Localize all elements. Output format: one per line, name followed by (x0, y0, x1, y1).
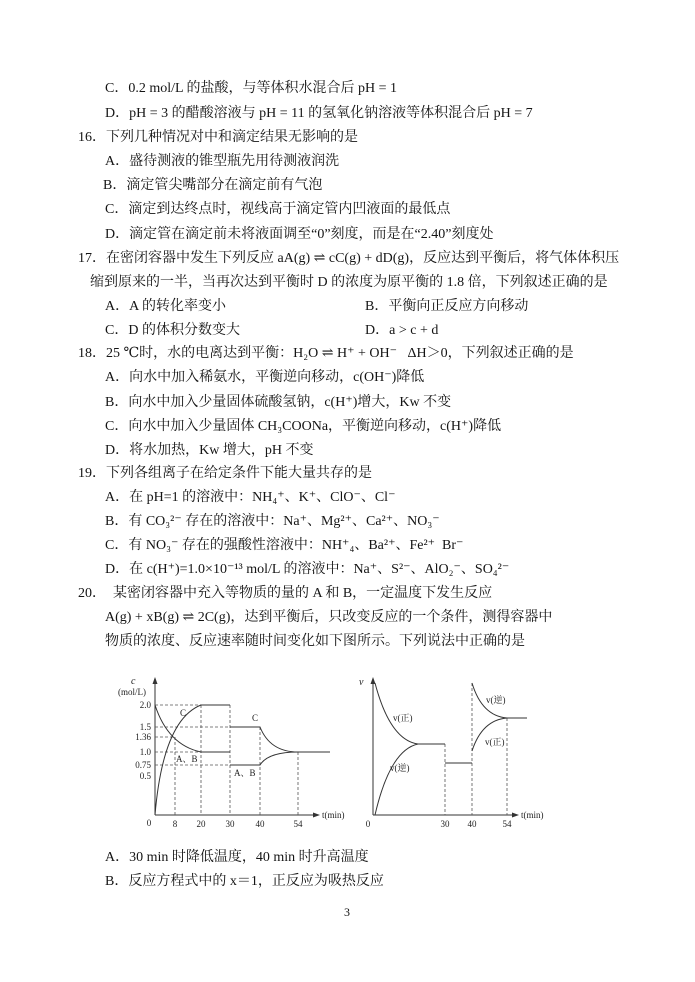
option-label: C． (105, 81, 129, 96)
option-text: 在 pH=1 的溶液中：NH₄⁺、K⁺、ClO⁻、Cl⁻ (129, 490, 396, 505)
stem-text: 某密闭容器中充入等物质的量的 A 和 B，一定温度下发生反应 (106, 586, 493, 601)
option-label: C． (105, 538, 129, 553)
concentration-time-graph (118, 676, 345, 829)
rate-time-graph (359, 677, 544, 829)
y-axis-arrow (371, 677, 376, 684)
q19-option-a (105, 489, 395, 507)
option-label: B． (105, 514, 129, 529)
q20-stem (78, 585, 492, 603)
option-label: D． (365, 323, 390, 338)
question-number: 19． (78, 466, 106, 481)
q16-option-d (105, 226, 493, 244)
option-label: A． (105, 850, 130, 865)
option-label: A． (105, 299, 130, 314)
curve-label: C (180, 708, 187, 718)
curve-reverse-rate (375, 744, 418, 815)
option-text: 有 NO₃⁻ 存在的强酸性溶液中：NH⁺₄、Ba²⁺、Fe²⁺ Br⁻ (128, 538, 464, 553)
x-tick-label: 8 (172, 819, 178, 829)
option-label: D． (105, 106, 130, 121)
option-label: C． (105, 202, 129, 217)
q17-option-b (365, 298, 528, 316)
x-axis-label: t(min) (322, 810, 345, 820)
option-label: D． (105, 443, 130, 458)
option-text: 盛待测液的锥型瓶先用待测液润洗 (129, 154, 340, 169)
option-label: B． (105, 874, 129, 889)
origin-label: 0 (146, 818, 152, 828)
q17-stem (78, 250, 619, 268)
origin-label: 0 (365, 819, 371, 829)
option-text: 向水中加入少量固体 CH₃COONa，平衡逆向移动，c(H⁺)降低 (128, 419, 502, 434)
option-text: A 的转化率变小 (129, 299, 226, 314)
x-axis-arrow (313, 813, 320, 818)
stem-text: A(g) + xB(g) ⇌ 2C(g)，达到平衡后，只改变反应的一个条件，测得容器中 (105, 610, 553, 625)
option-text: 滴定管在滴定前未将液面调至“0”刻度，而是在“2.40”刻度处 (129, 227, 494, 242)
x-tick-label: 30 (440, 819, 450, 829)
q17-option-c (105, 322, 240, 340)
stem-text: 在密闭容器中发生下列反应 aA(g) ⇌ cC(g) + dD(g)，反应达到平衡后，将气体体积压 (106, 251, 620, 266)
option-label: A． (105, 490, 130, 505)
question-number: 16． (78, 130, 106, 145)
x-tick-label: 54 (293, 819, 303, 829)
q17-option-d (365, 322, 438, 340)
option-label: B． (105, 395, 129, 410)
page-number: 3 (344, 905, 350, 919)
option-label: A． (105, 154, 130, 169)
option-label: B． (103, 178, 127, 193)
x-axis-label: t(min) (521, 810, 544, 820)
x-axis-arrow (512, 813, 519, 818)
option-label: C． (105, 323, 129, 338)
x-tick-label: 40 (467, 819, 477, 829)
curve-label: v(逆) (486, 695, 506, 705)
option-text: 在 c(H⁺)=1.0×10⁻¹³ mol/L 的溶液中：Na⁺、S²⁻、AlO₂⁻、SO₄²⁻ (129, 562, 510, 577)
q19-option-c (105, 537, 463, 555)
x-tick-label: 40 (255, 819, 265, 829)
curve-c-after-30 (230, 727, 298, 752)
option-label: A． (105, 370, 130, 385)
y-axis-arrow (153, 677, 158, 684)
curve-label: v(正) (485, 737, 505, 747)
q18-option-a (105, 369, 424, 387)
x-tick-label: 20 (196, 819, 206, 829)
option-label: D． (105, 562, 130, 577)
option-text: 向水中加入稀氨水，平衡逆向移动，c(OH⁻)降低 (129, 370, 425, 385)
q16-option-b (103, 177, 322, 195)
curve-label: C (252, 713, 259, 723)
option-text: 0.2 mol/L 的盐酸，与等体积水混合后 pH = 1 (128, 81, 398, 96)
q19-option-d (105, 561, 509, 579)
q17-option-a (105, 298, 226, 316)
option-text: a > c + d (389, 323, 439, 338)
y-axis-label: c (131, 676, 136, 687)
y-tick-label: 0.75 (135, 760, 151, 770)
y-tick-label: 0.5 (139, 771, 151, 781)
q18-stem (78, 345, 574, 363)
option-label: C． (105, 419, 129, 434)
q19-stem (78, 465, 372, 483)
q15-option-d (105, 105, 533, 123)
option-text: 滴定管尖嘴部分在滴定前有气泡 (126, 178, 323, 193)
stem-text: 下列各组离子在给定条件下能大量共存的是 (106, 466, 372, 481)
q20-stem-equation (105, 609, 552, 627)
option-text: 有 CO₃²⁻ 存在的溶液中：Na⁺、Mg²⁺、Ca²⁺、NO₃⁻ (128, 514, 440, 529)
question-number: 17． (78, 251, 106, 266)
q16-stem (78, 129, 358, 147)
y-tick-label: 2.0 (139, 700, 151, 710)
curve-label: v(逆) (390, 763, 410, 773)
stem-text: 25 ℃时，水的电离达到平衡：H₂O ⇌ H⁺ + OH⁻ ΔH＞0，下列叙述正确的是 (106, 346, 574, 361)
curve-label: A、B (176, 754, 198, 764)
q16-option-a (105, 153, 339, 171)
question-number: 18． (78, 346, 106, 361)
option-text: 向水中加入少量固体硫酸氢钠，c(H⁺)增大，Kw 不变 (128, 395, 452, 410)
q20-figures (100, 668, 560, 840)
option-label: B． (365, 299, 389, 314)
y-tick-label: 1.5 (139, 722, 151, 732)
q17-stem-continued (90, 274, 608, 292)
option-text: 滴定到达终点时，视线高于滴定管内凹液面的最低点 (128, 202, 451, 217)
stem-text: 缩到原来的一半，当再次达到平衡时 D 的浓度为原平衡的 1.8 倍，下列叙述正确的是 (90, 275, 608, 290)
q18-option-c (105, 418, 501, 436)
q18-option-d (105, 442, 313, 460)
q15-option-c (105, 80, 397, 98)
y-axis-label: v (359, 677, 364, 688)
option-text: D 的体积分数变大 (128, 323, 240, 338)
option-text: 反应方程式中的 x＝1，正反应为吸热反应 (128, 874, 384, 889)
option-label: D． (105, 227, 130, 242)
x-tick-label: 54 (502, 819, 512, 829)
curve-label: A、B (234, 768, 256, 778)
q20-stem-continued (105, 633, 525, 651)
option-text: 平衡向正反应方向移动 (388, 299, 529, 314)
curve-label: v(正) (393, 713, 413, 723)
stem-text: 物质的浓度、反应速率随时间变化如下图所示。下列说法中正确的是 (105, 634, 525, 649)
stem-text: 下列几种情况对中和滴定结果无影响的是 (106, 130, 358, 145)
y-axis-unit: (mol/L) (118, 687, 146, 697)
y-tick-label: 1.0 (139, 747, 151, 757)
q16-option-c (105, 201, 450, 219)
q20-option-b (105, 873, 384, 891)
x-tick-label: 30 (225, 819, 235, 829)
y-tick-label: 1.36 (135, 732, 151, 742)
option-text: pH = 3 的醋酸溶液与 pH = 11 的氢氧化钠溶液等体积混合后 pH = 7 (129, 106, 533, 121)
question-number: 20． (78, 586, 106, 601)
option-text: 将水加热，Kw 增大，pH 不变 (129, 443, 314, 458)
q18-option-b (105, 394, 451, 412)
curve-a-b-after-30 (230, 752, 330, 765)
option-text: 30 min 时降低温度，40 min 时升高温度 (129, 850, 369, 865)
q20-option-a (105, 849, 369, 867)
curve-a-b (155, 705, 230, 752)
q19-option-b (105, 513, 440, 531)
